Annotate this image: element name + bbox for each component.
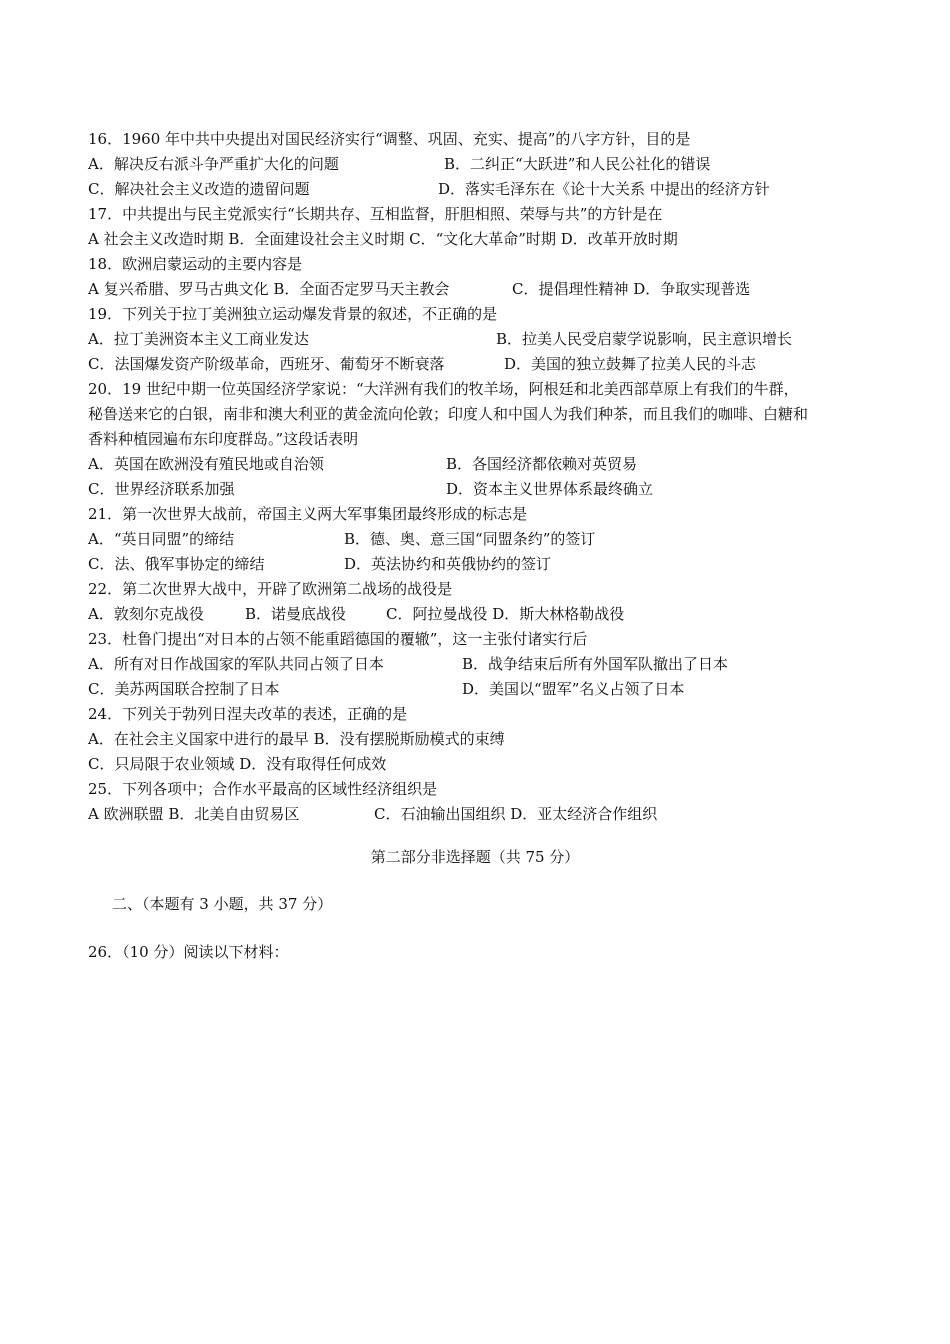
line-text: 香料种植园遍布东印度群岛。”这段话表明	[88, 430, 359, 448]
option-text: B．诺曼底战役	[245, 605, 347, 623]
section-title: 第二部分非选择题（共 75 分）	[370, 848, 580, 866]
line-text: C．只局限于农业领域 D．没有取得任何成效	[88, 755, 387, 773]
option-text: B．拉美人民受启蒙学说影响，民主意识增长	[496, 330, 793, 348]
option-text: C．提倡理性精神 D．争取实现普选	[512, 280, 751, 298]
option-text: D．美国以“盟军”名义占领了日本	[462, 680, 685, 698]
line-text: 19．下列关于拉丁美洲独立运动爆发背景的叙述，不正确的是	[88, 305, 498, 323]
line-text: 24．下列关于勃列日涅夫改革的表述，正确的是	[88, 705, 408, 723]
question-26: 26．（10 分）阅读以下材料：	[88, 943, 289, 961]
option-text: A．敦刻尔克战役	[88, 605, 204, 623]
option-text: C．法国爆发资产阶级革命，西班牙、葡萄牙不断衰落	[88, 355, 445, 373]
option-text: D．落实毛泽东在《论十大关系 中提出的经济方针	[438, 180, 770, 198]
option-text: A．拉丁美洲资本主义工商业发达	[88, 330, 309, 348]
option-text: B．二纠正“大跃进”和人民公社化的错误	[444, 155, 711, 173]
option-text: A．所有对日作战国家的军队共同占领了日本	[88, 655, 384, 673]
option-text: D．美国的独立鼓舞了拉美人民的斗志	[504, 355, 757, 373]
line-text: 20．19 世纪中期一位英国经济学家说：“大洋洲有我们的牧羊场，阿根廷和北美西部草原上有我们的牛群，	[88, 380, 799, 398]
part-two-heading: 二、（本题有 3 小题，共 37 分）	[112, 895, 333, 913]
option-text: D．资本主义世界体系最终确立	[446, 480, 654, 498]
option-text: A 复兴希腊、罗马古典文化 B．全面否定罗马天主教会	[88, 280, 450, 298]
option-text: C．解决社会主义改造的遗留问题	[88, 180, 310, 198]
line-text: 25．下列各项中；合作水平最高的区域性经济组织是	[88, 780, 438, 798]
option-text: B．德、奥、意三国“同盟条约”的签订	[344, 530, 596, 548]
line-text: 17．中共提出与民主党派实行“长期共存、互相监督，肝胆相照、荣辱与共”的方针是在	[88, 205, 663, 223]
option-text: D．英法协约和英俄协约的签订	[344, 555, 552, 573]
line-text: A．在社会主义国家中进行的最早 B．没有摆脱斯励模式的束缚	[88, 730, 505, 748]
line-text: 22．第二次世界大战中，开辟了欧洲第二战场的战役是	[88, 580, 453, 598]
option-text: A 欧洲联盟 B．北美自由贸易区	[88, 805, 300, 823]
line-text: A 社会主义改造时期 B．全面建设社会主义时期 C．“文化大革命”时期 D．改革开放时期	[88, 230, 678, 248]
option-text: B．各国经济都依赖对英贸易	[446, 455, 638, 473]
option-text: C．石油输出国组织 D．亚太经济合作组织	[374, 805, 658, 823]
line-text: 18．欧洲启蒙运动的主要内容是	[88, 255, 303, 273]
option-text: A．“英日同盟”的缔结	[88, 530, 235, 548]
option-text: A．解决反右派斗争严重扩大化的问题	[88, 155, 339, 173]
line-text: 16．1960 年中共中央提出对国民经济实行“调整、巩固、充实、提高”的八字方针，目的是	[88, 130, 691, 148]
line-text: 21．第一次世界大战前，帝国主义两大军事集团最终形成的标志是	[88, 505, 528, 523]
option-text: C．法、俄军事协定的缔结	[88, 555, 265, 573]
option-text: C．阿拉曼战役 D．斯大林格勒战役	[386, 605, 625, 623]
option-text: C．美苏两国联合控制了日本	[88, 680, 280, 698]
option-text: C．世界经济联系加强	[88, 480, 235, 498]
line-text: 23．杜鲁门提出“对日本的占领不能重蹈德国的覆辙”，这一主张付诸实行后	[88, 630, 588, 648]
option-text: B．战争结束后所有外国军队撤出了日本	[462, 655, 729, 673]
line-text: 秘鲁送来它的白银，南非和澳大利亚的黄金流向伦敦；印度人和中国人为我们种茶，而且我们的咖啡、白糖和	[88, 405, 809, 423]
option-text: A．英国在欧洲没有殖民地或自治领	[88, 455, 324, 473]
